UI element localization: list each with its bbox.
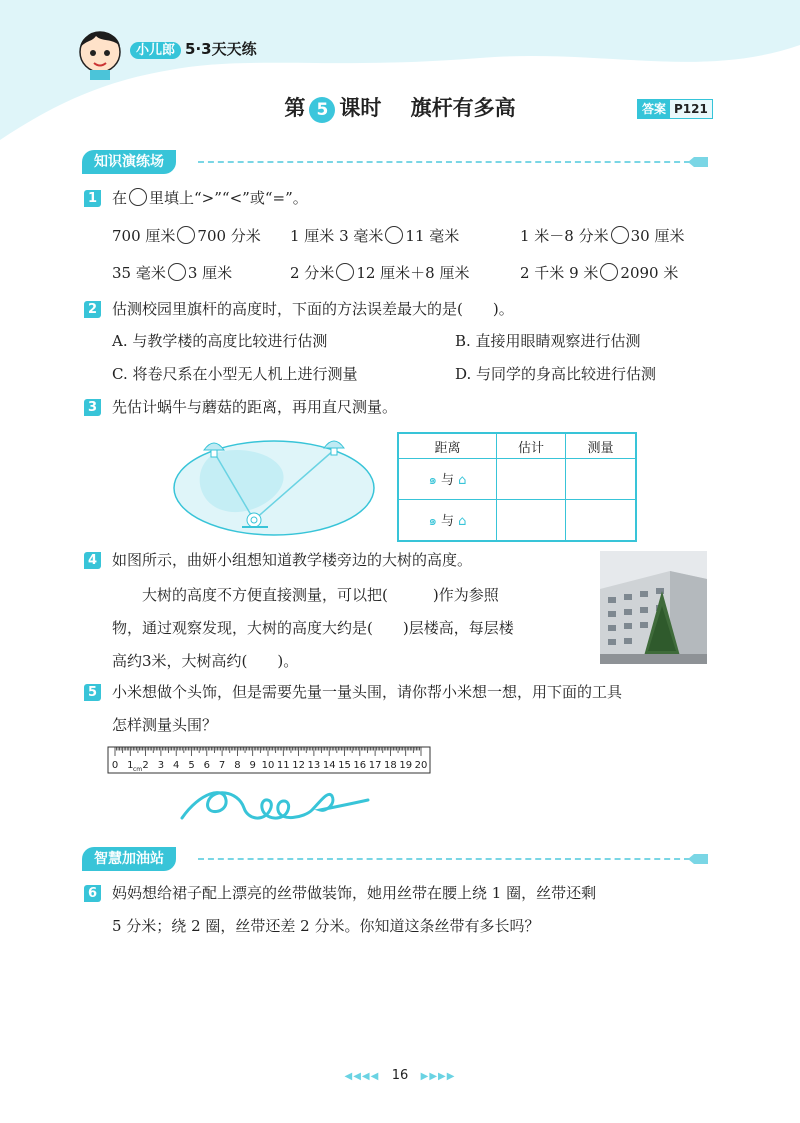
lesson-suffix: 课时 (339, 96, 382, 120)
table-header-estimate: 估计 (496, 433, 565, 459)
q1-item-5: 2 分米 12 厘米＋8 厘米 (290, 264, 470, 282)
ruler-label: 5 (188, 760, 195, 771)
page-footer (0, 1068, 800, 1083)
ruler-unit-label: cm (133, 766, 143, 773)
answer-circle[interactable] (168, 263, 186, 281)
lesson-prefix: 第 (284, 96, 306, 120)
ruler-figure (107, 746, 431, 774)
table-header-distance: 距离 (398, 433, 496, 459)
ruler-label: 2 (142, 760, 149, 771)
question-number-3: 3 (84, 399, 101, 416)
brand-series: 5·3天天练 (185, 40, 257, 58)
measure-cell[interactable] (566, 500, 636, 542)
ruler-label: 15 (338, 760, 351, 771)
q1-item-2: 1 厘米 3 毫米 11 毫米 (290, 227, 460, 245)
q5-line-1: 小米想做个头饰，但是需要先量一量头围，请你帮小米想一想，用下面的工具 (112, 683, 623, 701)
estimate-cell[interactable] (496, 459, 565, 500)
q2-option-d[interactable]: D. 与同学的身高比较进行估测 (455, 365, 657, 383)
ruler-label: 4 (173, 760, 180, 771)
q2-option-a[interactable]: A. 与教学楼的高度比较进行估测 (112, 332, 328, 350)
left-arrows-icon: ◀◀◀◀ (344, 1071, 380, 1082)
question-number-4: 4 (84, 552, 101, 569)
ruler-label: 7 (218, 760, 226, 771)
q1-item-4: 35 毫米 3 厘米 (112, 264, 233, 282)
ruler-label: 6 (203, 760, 210, 771)
compare-circle-icon (129, 188, 147, 206)
ruler-label: 18 (384, 760, 397, 771)
q1-item-1: 700 厘米 700 分米 (112, 227, 261, 245)
table-row (398, 459, 636, 500)
answer-circle[interactable] (611, 226, 629, 244)
string-figure (180, 782, 370, 834)
answer-circle[interactable] (336, 263, 354, 281)
ruler-label: 10 (261, 760, 275, 771)
ruler-label: 14 (322, 760, 336, 771)
brand-title (130, 38, 257, 59)
question-number-2: 2 (84, 301, 101, 318)
q2-option-c[interactable]: C. 将卷尺系在小型无人机上进行测量 (112, 365, 358, 383)
pencil-icon (688, 154, 708, 170)
mushroom-icon: ⌂ (458, 513, 467, 529)
right-arrows-icon: ▶▶▶▶ (420, 1071, 456, 1082)
pencil-icon (688, 851, 708, 867)
q2-option-b[interactable]: B. 直接用眼睛观察进行估测 (455, 332, 641, 350)
pair-cell: ๑ 与 ⌂ (398, 459, 496, 500)
q5-line-2: 怎样测量头围？ (112, 716, 218, 734)
measure-cell[interactable] (566, 459, 636, 500)
q3-prompt: 先估计蜗牛与蘑菇的距离，再用直尺测量。 (112, 398, 398, 416)
answer-circle[interactable] (385, 226, 403, 244)
q6-line-1: 妈妈想给裙子配上漂亮的丝带做装饰，她用丝带在腰上绕 1 圈，丝带还剩 (112, 884, 597, 902)
question-number-6: 6 (84, 885, 101, 902)
question-number-1: 1 (84, 190, 101, 207)
estimate-cell[interactable] (496, 500, 565, 542)
section-divider (198, 858, 690, 860)
mushroom-icon: ⌂ (458, 472, 467, 488)
ruler-label: 17 (368, 760, 382, 771)
q6-line-2: 5 分米；绕 2 圈，丝带还差 2 分米。你知道这条丝带有多长吗？ (112, 917, 540, 935)
ruler-label: 8 (234, 760, 241, 771)
question-number-5: 5 (84, 684, 101, 701)
ruler-label: 11 (276, 760, 290, 771)
lesson-number-badge: 5 (309, 97, 335, 123)
answer-page: P121 (670, 100, 712, 118)
table-header-measure: 测量 (566, 433, 636, 459)
snail-icon: ๑ (428, 513, 437, 529)
ruler-label: 12 (292, 760, 305, 771)
mascot-boy-icon (72, 22, 128, 80)
q1-item-6: 2 千米 9 米 2090 米 (520, 264, 679, 282)
ruler-label: 9 (249, 760, 256, 771)
ruler-label: 0 (111, 760, 119, 771)
table-header-row (398, 433, 636, 459)
building-tree-photo (600, 551, 707, 664)
q4-line-2: 物，通过观察发现，大树的高度大约是( )层楼高，每层楼 (112, 619, 514, 637)
ruler-label: 1 (127, 760, 134, 771)
ruler-label: 16 (353, 760, 367, 771)
q2-prompt: 估测校园里旗杆的高度时，下面的方法误差最大的是( )。 (112, 300, 514, 318)
q3-measurement-table (397, 432, 637, 542)
answer-label: 答案 (638, 100, 670, 118)
ruler-label: 20 (414, 760, 428, 771)
ruler-label: 19 (399, 760, 413, 771)
answer-reference-badge[interactable] (637, 99, 713, 119)
q1-item-3: 1 米－8 分米 30 厘米 (520, 227, 685, 245)
lesson-name: 旗杆有多高 (410, 96, 516, 120)
pair-cell: ๑ 与 ⌂ (398, 500, 496, 542)
section-wisdom-tag: 智慧加油站 (82, 847, 176, 871)
q1-prompt: 在 里填上“>”“<”或“=”。 (112, 189, 308, 207)
snail-icon: ๑ (428, 472, 437, 488)
section-practice-tag: 知识演练场 (82, 150, 176, 174)
table-row (398, 500, 636, 542)
ruler-label: 13 (307, 760, 321, 771)
answer-circle[interactable] (177, 226, 195, 244)
ruler-label: 3 (157, 760, 165, 771)
q4-line-1: 大树的高度不方便直接测量，可以把( )作为参照 (142, 586, 499, 604)
section-divider (198, 161, 690, 163)
q4-line-3: 高约3米，大树高约( )。 (112, 652, 299, 670)
brand-logo-text: 小儿郎 (130, 42, 181, 59)
snail-mushroom-pond-figure (172, 430, 376, 540)
page-number: 16 (391, 1068, 409, 1083)
q4-prompt: 如图所示，曲妍小组想知道教学楼旁边的大树的高度。 (112, 551, 473, 569)
answer-circle[interactable] (600, 263, 618, 281)
